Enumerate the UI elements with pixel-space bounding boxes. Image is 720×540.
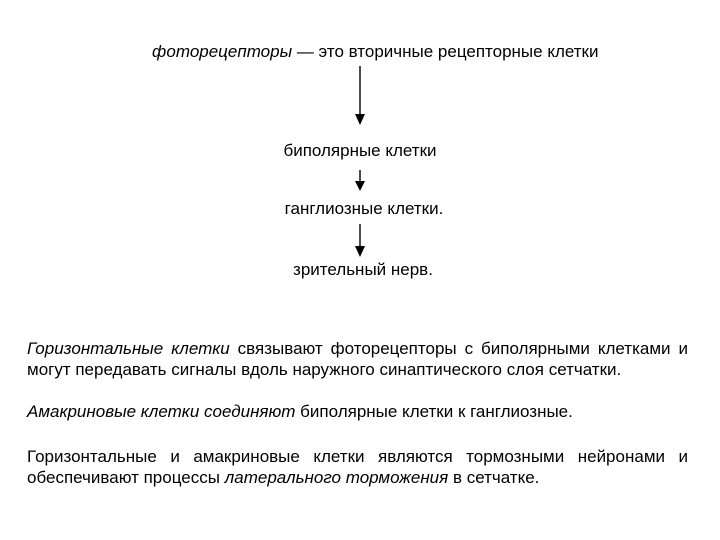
horizontal-cells-paragraph [27,338,688,380]
ganglion-cells-label: ганглиозные клетки. [284,199,444,218]
amacrine-cells-text: биполярные клетки к ганглиозные. [295,402,573,421]
photoreceptors-term: фоторецепторы [152,42,293,61]
bipolar-cells-label: биполярные клетки [283,141,437,160]
inhibitory-neurons-paragraph [27,446,688,488]
horizontal-cells-text: связывают фоторецепторы с биполярными клетками и могут передавать сигналы вдоль наружного синаптического слоя сетчатки. [27,339,688,379]
photoreceptors-statement [152,42,599,62]
horizontal-cells-term: Горизонтальные клетки [27,339,230,358]
amacrine-cells-paragraph [27,401,688,422]
inhibitory-text-2: в сетчатке. [448,468,540,487]
arrow-down-2 [354,170,366,192]
amacrine-cells-term: Амакриновые клетки соединяют [27,402,296,421]
arrow-down-1 [354,66,366,126]
photoreceptors-definition: — это вторичные рецепторные клетки [292,42,599,61]
optic-nerve-label: зрительный нерв. [293,260,433,279]
inhibitory-text-1: Горизонтальные и амакриновые клетки являются тормозными нейронами и обеспечивают процессы [27,447,688,487]
arrow-down-3 [354,224,366,258]
lateral-inhibition-term: латерального торможения [224,468,449,487]
